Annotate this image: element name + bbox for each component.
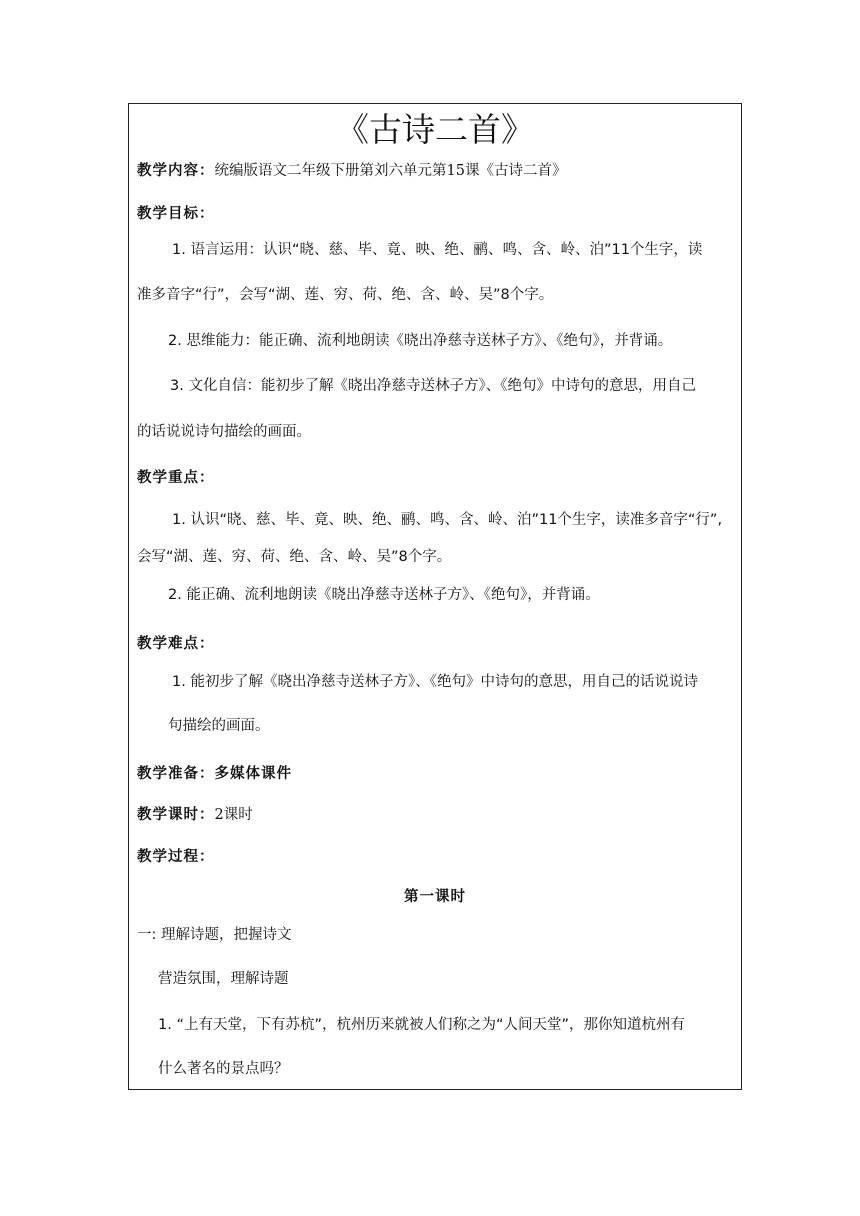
key-point-item-1-line-1: 1. 认识“晓、慈、毕、竟、映、绝、鹂、鸣、含、岭、泊”11个生字，读准多音字“行”, [172,512,723,528]
content-label: 教学内容： [137,163,215,179]
difficulty-item-1-line-1: 1. 能初步了解《晓出净慈寺送林子方》、《绝句》中诗句的意思，用自己的话说说诗 [172,674,698,690]
session-heading: 第一课时 [404,889,466,905]
key-points-label: 教学重点： [137,470,215,486]
preparation-text: 多媒体课件 [214,766,292,782]
page-title: 《古诗二首》 [336,110,534,149]
step-1-subheading: 营造氛围，理解诗题 [158,971,289,987]
periods-row [137,805,253,825]
periods-label: 教学课时： [137,807,215,823]
objective-item-2: 2. 思维能力：能正确、流利地朗读《晓出净慈寺送林子方》、《绝句》，并背诵。 [168,333,673,349]
content-text: 统编版语文二年级下册第刘六单元第15课《古诗二首》 [214,163,567,179]
preparation-label: 教学准备： [137,766,215,782]
objective-item-3-line-2: 的话说说诗句描绘的画面。 [137,424,311,440]
objective-item-3-line-1: 3. 文化自信：能初步了解《晓出净慈寺送林子方》、《绝句》中诗句的意思，用自己 [170,378,696,394]
objective-item-1-line-2: 准多音字“行”，会写“湖、莲、穷、荷、绝、含、岭、吴”8个字。 [137,287,554,303]
key-point-item-1-line-2: 会写“湖、莲、穷、荷、绝、含、岭、吴”8个字。 [137,549,452,565]
question-1-line-1: 1. “上有天堂，下有苏杭”，杭州历来就被人们称之为“人间天堂”，那你知道杭州有 [158,1017,685,1033]
difficulties-label: 教学难点： [137,636,215,652]
key-point-item-2: 2. 能正确、流利地朗读《晓出净慈寺送林子方》、《绝句》，并背诵。 [168,587,600,603]
difficulty-item-1-line-2: 句描绘的画面。 [168,718,270,734]
periods-text: 2课时 [214,807,253,823]
objectives-label: 教学目标： [137,206,215,222]
preparation-row [137,764,292,784]
content-row [137,161,566,181]
question-1-line-2: 什么著名的景点吗？ [158,1061,289,1077]
process-label: 教学过程： [137,849,215,865]
step-1-heading: 一: 理解诗题，把握诗文 [137,927,292,943]
objective-item-1-line-1: 1. 语言运用：认识“晓、慈、毕、竟、映、绝、鹂、鸣、含、岭、泊”11个生字，读 [172,242,703,258]
